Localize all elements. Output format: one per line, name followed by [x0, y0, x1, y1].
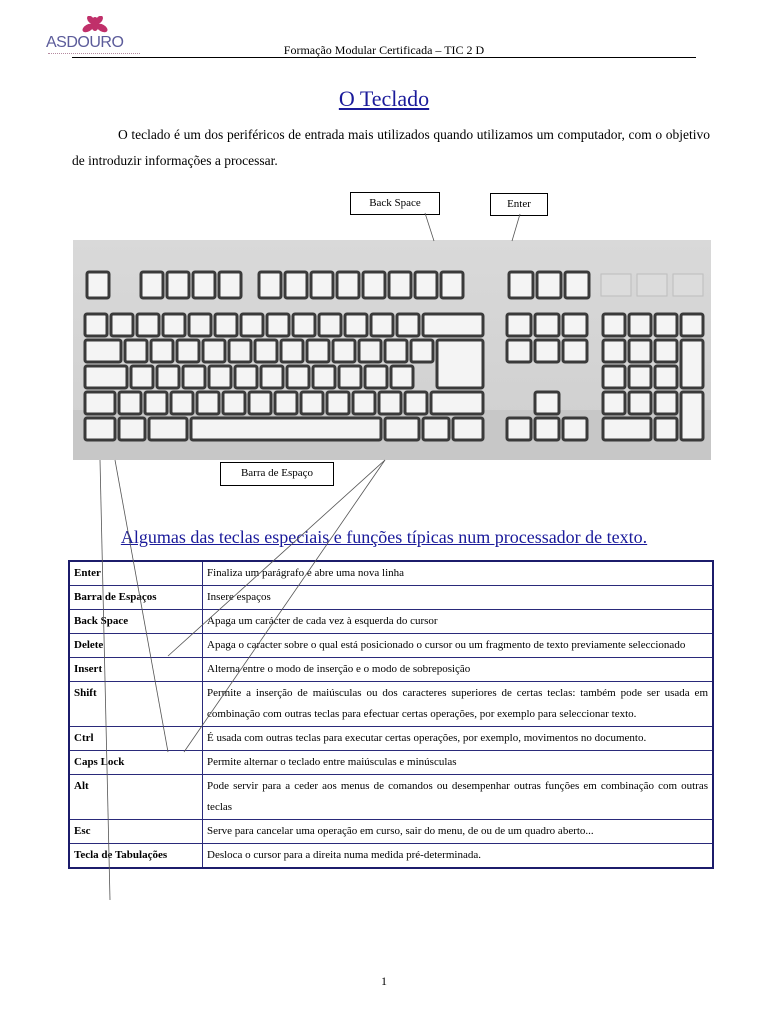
callout-space-bar: Barra de Espaço	[220, 462, 334, 486]
keyboard-key	[507, 314, 531, 336]
keyboard-key	[337, 272, 359, 298]
keyboard-key	[385, 418, 419, 440]
key-name-cell: Tecla de Tabulações	[69, 844, 203, 869]
keyboard-key	[565, 272, 589, 298]
key-name-cell: Delete	[69, 634, 203, 658]
keyboard-key	[603, 314, 625, 336]
keyboard-key	[215, 314, 237, 336]
keyboard-key	[189, 314, 211, 336]
keyboard-key	[535, 314, 559, 336]
keyboard-key	[301, 392, 323, 414]
key-name-cell: Alt	[69, 775, 203, 820]
keyboard-key	[241, 314, 263, 336]
key-description-cell: É usada com outras teclas para executar certas operações, por exemplo, movimentos no documento.	[203, 727, 714, 751]
keyboard-key	[507, 418, 531, 440]
keyboard-key	[509, 272, 533, 298]
keyboard-key	[255, 340, 277, 362]
keyboard-key	[171, 392, 193, 414]
keyboard-key	[125, 340, 147, 362]
table-row	[69, 634, 713, 658]
keyboard-key	[629, 340, 651, 362]
keyboard-key	[87, 272, 109, 298]
keyboard-key	[219, 272, 241, 298]
table-row	[69, 775, 713, 820]
keyboard-key	[163, 314, 185, 336]
keyboard-key	[293, 314, 315, 336]
special-keys-table	[68, 560, 714, 869]
keyboard-key	[249, 392, 271, 414]
key-description-cell: Insere espaços	[203, 586, 714, 610]
keyboard-key	[535, 418, 559, 440]
keyboard-key	[167, 272, 189, 298]
keyboard-key	[507, 340, 531, 362]
keyboard-key	[563, 314, 587, 336]
table-row	[69, 658, 713, 682]
keyboard-key	[259, 272, 281, 298]
keyboard-key	[193, 272, 215, 298]
key-description-cell: Serve para cancelar uma operação em curso, sair do menu, de ou de um quadro aberto...	[203, 820, 714, 844]
keyboard-key	[629, 366, 651, 388]
keyboard-key	[441, 272, 463, 298]
keyboard-key	[261, 366, 283, 388]
callout-backspace: Back Space	[350, 192, 440, 215]
keyboard-key	[339, 366, 361, 388]
key-name-cell: Esc	[69, 820, 203, 844]
callout-enter: Enter	[490, 193, 548, 216]
key-name-cell: Shift	[69, 682, 203, 727]
keyboard-key	[209, 366, 231, 388]
keyboard-key	[131, 366, 153, 388]
keyboard-key	[563, 418, 587, 440]
table-row	[69, 844, 713, 869]
header-divider	[72, 57, 696, 58]
keyboard-key	[363, 272, 385, 298]
keyboard-key	[197, 392, 219, 414]
page-number: 1	[381, 974, 387, 988]
table-row	[69, 751, 713, 775]
keyboard-key	[371, 314, 393, 336]
keyboard-key	[431, 392, 483, 414]
keyboard-key	[423, 314, 483, 336]
keyboard-key	[603, 392, 625, 414]
keyboard-key	[535, 340, 559, 362]
keyboard-key	[145, 392, 167, 414]
keyboard-key	[453, 418, 483, 440]
keyboard-key	[183, 366, 205, 388]
page-title: O Teclado	[338, 86, 430, 111]
keyboard-key	[537, 272, 561, 298]
keyboard-key	[681, 314, 703, 336]
keyboard-key	[229, 340, 251, 362]
section-subtitle: Algumas das teclas especiais e funções típicas num processador de texto.	[120, 527, 648, 547]
keyboard-key	[629, 314, 651, 336]
keyboard-key	[603, 340, 625, 362]
logo-text: ASDOURO	[46, 34, 124, 51]
keyboard-key	[119, 392, 141, 414]
keyboard-key	[423, 418, 449, 440]
key-description-cell: Pode servir para a ceder aos menus de comandos ou desempenhar outras funções em combinação com outras teclas	[203, 775, 714, 820]
keyboard-key	[385, 340, 407, 362]
keyboard-key	[223, 392, 245, 414]
keyboard-key	[437, 340, 483, 388]
keyboard-key	[85, 340, 121, 362]
key-description-cell: Permite alternar o teclado entre maiúsculas e minúsculas	[203, 751, 714, 775]
keyboard-key	[655, 314, 677, 336]
keyboard-key	[379, 392, 401, 414]
keyboard-key	[655, 366, 677, 388]
table-row	[69, 561, 713, 586]
keyboard-key	[85, 314, 107, 336]
keyboard-key	[151, 340, 173, 362]
keyboard-key	[353, 392, 375, 414]
keyboard-key	[345, 314, 367, 336]
keyboard-key	[307, 340, 329, 362]
keyboard-key	[191, 418, 381, 440]
table-row	[69, 682, 713, 727]
table-row	[69, 586, 713, 610]
keyboard-key	[405, 392, 427, 414]
keyboard-key	[365, 366, 387, 388]
key-name-cell: Enter	[69, 561, 203, 586]
keyboard-key	[267, 314, 289, 336]
keyboard-key	[311, 272, 333, 298]
keyboard-key	[319, 314, 341, 336]
keyboard-key	[333, 340, 355, 362]
keyboard-key	[235, 366, 257, 388]
keyboard-key	[603, 418, 651, 440]
keyboard-key	[681, 392, 703, 440]
keyboard-key	[397, 314, 419, 336]
key-name-cell: Back Space	[69, 610, 203, 634]
keyboard-key	[313, 366, 335, 388]
keyboard-key	[137, 314, 159, 336]
keyboard-key	[535, 392, 559, 414]
keyboard-key	[391, 366, 413, 388]
keyboard-key	[285, 272, 307, 298]
keyboard-key	[411, 340, 433, 362]
keyboard-key	[149, 418, 187, 440]
keyboard-key	[603, 366, 625, 388]
keyboard-key	[85, 366, 127, 388]
key-description-cell: Apaga um carácter de cada vez à esquerda do cursor	[203, 610, 714, 634]
keyboard-key	[157, 366, 179, 388]
keyboard-key	[85, 418, 115, 440]
table-row	[69, 610, 713, 634]
keyboard-key	[141, 272, 163, 298]
table-row	[69, 820, 713, 844]
key-name-cell: Ctrl	[69, 727, 203, 751]
keyboard-image	[73, 240, 711, 460]
keyboard-key	[563, 340, 587, 362]
header-title: Formação Modular Certificada – TIC 2 D	[283, 43, 485, 57]
key-description-cell: Finaliza um parágrafo e abre uma nova linha	[203, 561, 714, 586]
keyboard-key	[655, 418, 677, 440]
keyboard-key	[287, 366, 309, 388]
keyboard-key	[415, 272, 437, 298]
intro-paragraph: O teclado é um dos periféricos de entrada mais utilizados quando utilizamos um computador, com o objetivo de introduzir informações a processar.	[72, 127, 710, 168]
keyboard-key	[119, 418, 145, 440]
keyboard-key	[281, 340, 303, 362]
keyboard-key	[177, 340, 199, 362]
keyboard-key	[111, 314, 133, 336]
keyboard-key	[85, 392, 115, 414]
keyboard-key	[655, 340, 677, 362]
key-description-cell: Desloca o cursor para a direita numa medida pré-determinada.	[203, 844, 714, 869]
key-name-cell: Insert	[69, 658, 203, 682]
keyboard-key	[203, 340, 225, 362]
key-description-cell: Apaga o caracter sobre o qual está posicionado o cursor ou um fragmento de texto previamente seleccionado	[203, 634, 714, 658]
key-name-cell: Barra de Espaços	[69, 586, 203, 610]
key-description-cell: Alterna entre o modo de inserção e o modo de sobreposição	[203, 658, 714, 682]
key-name-cell: Caps Lock	[69, 751, 203, 775]
table-row	[69, 727, 713, 751]
keyboard-key	[275, 392, 297, 414]
key-description-cell: Permite a inserção de maiúsculas ou dos caracteres superiores de certas teclas: também pode ser usada em combinação com outras teclas para efectuar certas operações, por exemplo para seleccionar texto.	[203, 682, 714, 727]
keyboard-key	[327, 392, 349, 414]
keyboard-key	[359, 340, 381, 362]
keyboard-key	[655, 392, 677, 414]
keyboard-key	[681, 340, 703, 388]
keyboard-key	[629, 392, 651, 414]
keyboard-key	[389, 272, 411, 298]
